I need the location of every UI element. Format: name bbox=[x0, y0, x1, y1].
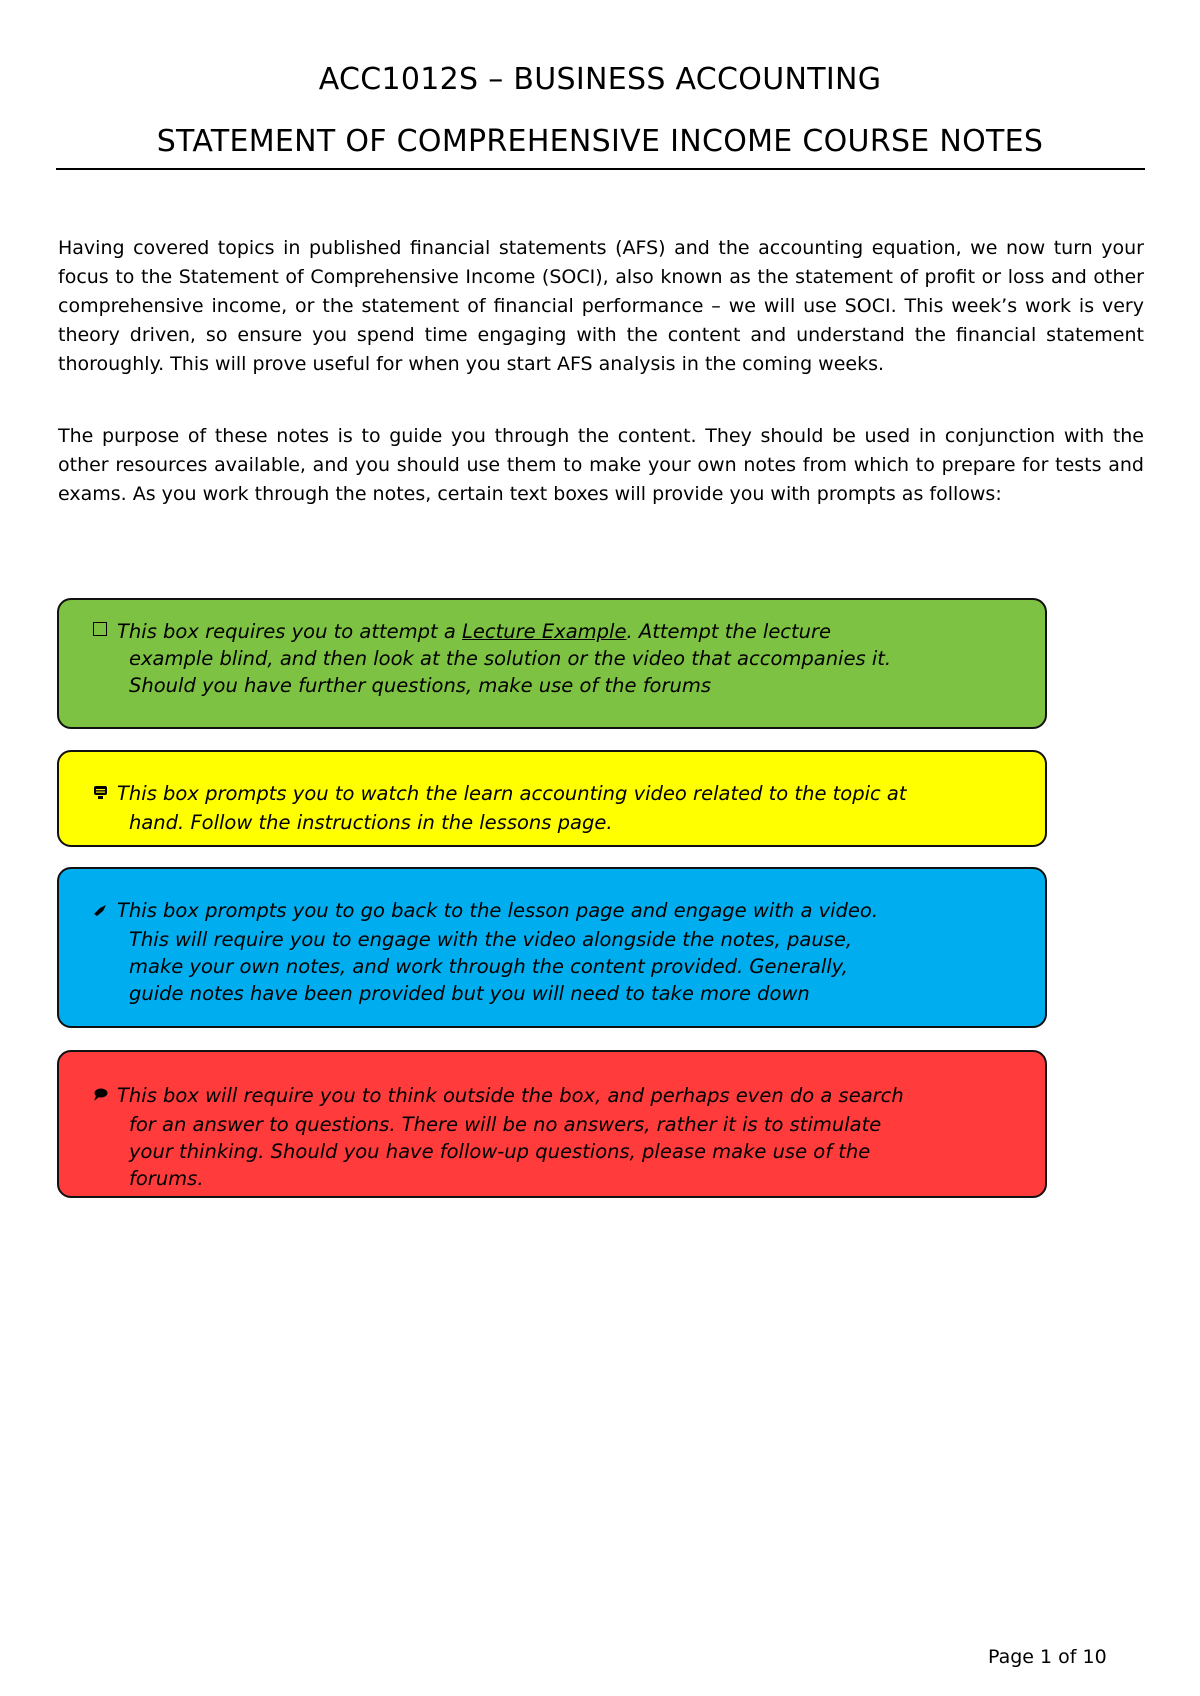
lesson-video-line-1: This box prompts you to go back to the lesson page and engage with a video. bbox=[117, 899, 879, 922]
lesson-video-line-2: This will require you to engage with the video alongside the notes, pause, bbox=[129, 928, 853, 951]
title-divider bbox=[56, 168, 1145, 170]
lesson-video-line-4: guide notes have been provided but you will need to take more down bbox=[129, 982, 810, 1005]
lesson-video-box bbox=[57, 867, 1047, 1028]
lecture-example-text-start: This box requires you to attempt a bbox=[117, 620, 463, 643]
lecture-example-line-3: Should you have further questions, make use of the forums bbox=[129, 674, 712, 697]
lecture-example-box bbox=[57, 598, 1047, 729]
think-outside-line-4: forums. bbox=[129, 1167, 204, 1190]
lecture-example-text bbox=[93, 618, 963, 699]
video-screen-icon bbox=[93, 782, 117, 809]
think-outside-line-3: your thinking. Should you have follow-up questions, please make use of the bbox=[129, 1140, 871, 1163]
lesson-video-text bbox=[93, 897, 963, 1007]
lecture-example-link[interactable]: Lecture Example bbox=[462, 620, 627, 643]
think-outside-text bbox=[93, 1082, 963, 1192]
learn-video-line-1: This box prompts you to watch the learn accounting video related to the topic at bbox=[117, 782, 907, 805]
checkbox-icon bbox=[93, 622, 107, 636]
think-outside-box bbox=[57, 1050, 1047, 1198]
lecture-example-text-end: . Attempt the lecture bbox=[626, 620, 832, 643]
learn-video-box bbox=[57, 750, 1047, 847]
learn-video-line-2: hand. Follow the instructions in the lessons page. bbox=[129, 811, 613, 834]
course-title: ACC1012S – BUSINESS ACCOUNTING bbox=[318, 62, 882, 97]
speech-bubble-icon bbox=[93, 1084, 117, 1111]
writing-hand-icon bbox=[93, 899, 117, 926]
learn-video-text bbox=[93, 780, 963, 836]
think-outside-line-1: This box will require you to think outside the box, and perhaps even do a search bbox=[117, 1084, 904, 1107]
lecture-example-line-2: example blind, and then look at the solution or the video that accompanies it. bbox=[129, 647, 892, 670]
think-outside-line-2: for an answer to questions. There will be no answers, rather it is to stimulate bbox=[129, 1113, 882, 1136]
intro-paragraph-1: Having covered topics in published financial statements (AFS) and the accounting equation, we now turn your focus to the Statement of Comprehensive Income (SOCI), also known as the statement of profit or loss and other comprehensive income, or the statement of financial performance – we will use SOCI. This week’s work is very theory driven, so ensure you spend time engaging with the content and understand the financial statement thoroughly. This will prove useful for when you start AFS analysis in the coming weeks. bbox=[58, 237, 1144, 375]
lesson-video-line-3: make your own notes, and work through the content provided. Generally, bbox=[129, 955, 848, 978]
intro-paragraph-2: The purpose of these notes is to guide you through the content. They should be used in conjunction with the other resources available, and you should use them to make your own notes from which to prepare for tests and exams. As you work through the notes, certain text boxes will provide you with prompts as follows: bbox=[58, 425, 1144, 505]
page-number: Page 1 of 10 bbox=[988, 1646, 1107, 1668]
notes-title: STATEMENT OF COMPREHENSIVE INCOME COURSE NOTES bbox=[156, 124, 1044, 159]
